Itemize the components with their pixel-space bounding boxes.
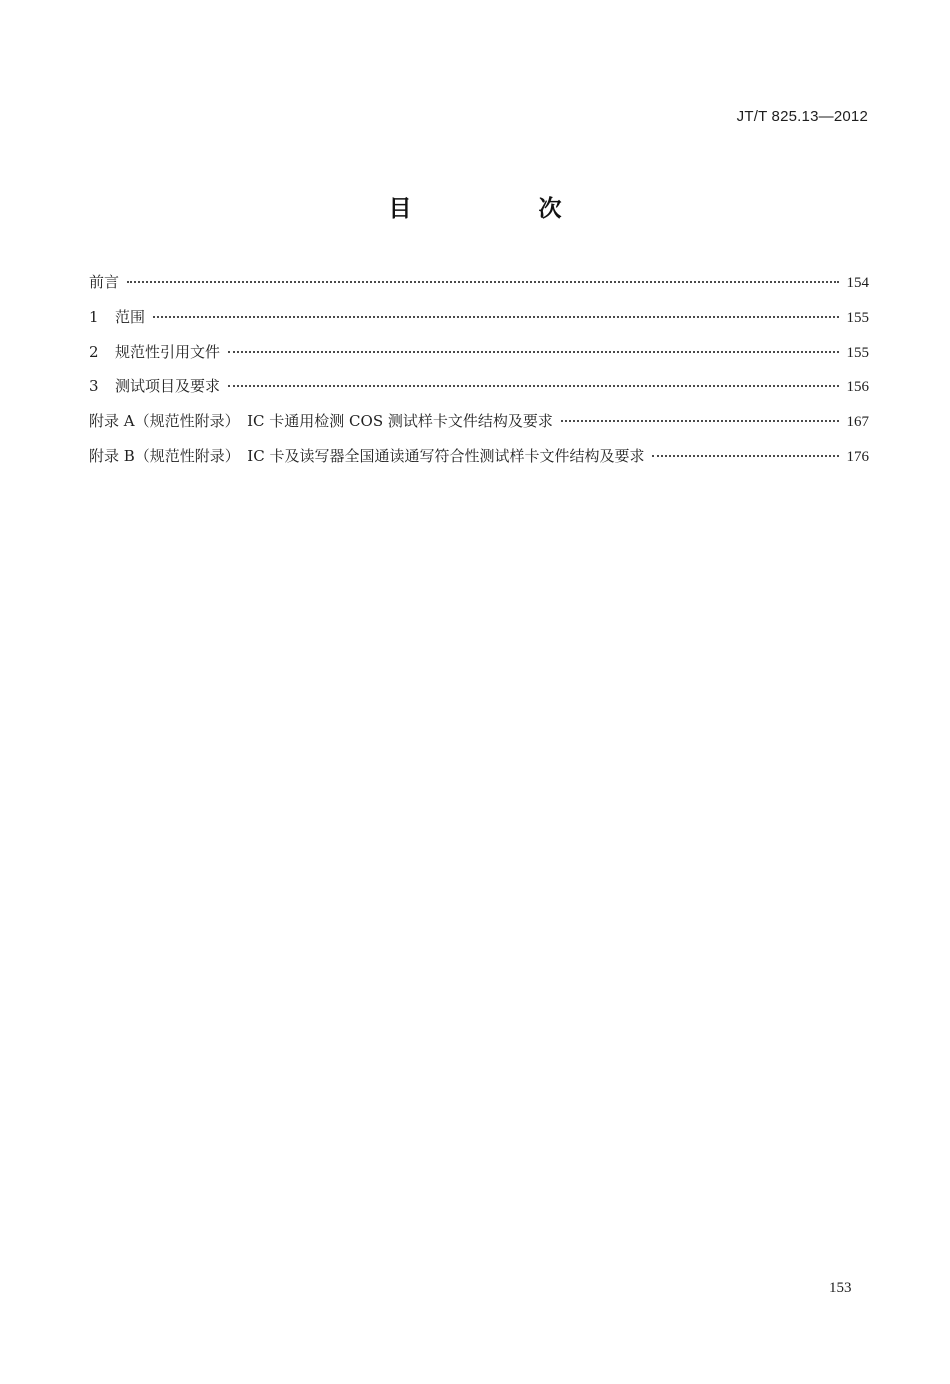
toc-entry-page: 167 bbox=[846, 414, 869, 431]
toc-entry-scope[interactable] bbox=[89, 305, 869, 340]
toc-entry-label: 附录 B（规范性附录） IC 卡及读写器全国通读通写符合性测试样卡文件结构及要求 bbox=[89, 446, 645, 465]
toc-leader-dots bbox=[652, 455, 838, 457]
toc-entry-label: 测试项目及要求 bbox=[115, 377, 221, 396]
toc-entry-foreword[interactable] bbox=[89, 270, 869, 305]
toc-leader-dots bbox=[127, 281, 838, 283]
toc-entry-number: 3 bbox=[89, 377, 99, 396]
standard-code: JT/T 825.13—2012 bbox=[736, 108, 868, 125]
toc-entry-label: 前言 bbox=[89, 273, 120, 291]
toc-entry-number: 2 bbox=[89, 342, 99, 361]
table-of-contents bbox=[89, 270, 869, 479]
toc-entry-annex-b[interactable] bbox=[89, 444, 869, 479]
toc-entry-normative-references[interactable] bbox=[89, 340, 869, 375]
toc-entry-page: 154 bbox=[846, 275, 869, 291]
toc-entry-number: 1 bbox=[89, 307, 99, 326]
toc-entry-label: 附录 A（规范性附录） IC 卡通用检测 COS 测试样卡文件结构及要求 bbox=[89, 412, 553, 431]
toc-entry-test-items[interactable] bbox=[89, 374, 869, 409]
toc-entry-page: 176 bbox=[846, 448, 869, 465]
toc-entry-page: 156 bbox=[846, 379, 869, 396]
toc-entry-annex-a[interactable] bbox=[89, 409, 869, 444]
toc-leader-dots bbox=[561, 420, 839, 422]
toc-leader-dots bbox=[228, 351, 838, 353]
toc-entry-label: 范围 bbox=[115, 307, 146, 326]
toc-leader-dots bbox=[228, 385, 838, 387]
toc-entry-page: 155 bbox=[846, 344, 869, 361]
page-number: 153 bbox=[829, 1280, 852, 1296]
toc-entry-page: 155 bbox=[846, 309, 869, 326]
toc-title: 目 次 bbox=[388, 196, 614, 222]
toc-entry-label: 规范性引用文件 bbox=[115, 342, 221, 361]
toc-leader-dots bbox=[153, 316, 838, 318]
